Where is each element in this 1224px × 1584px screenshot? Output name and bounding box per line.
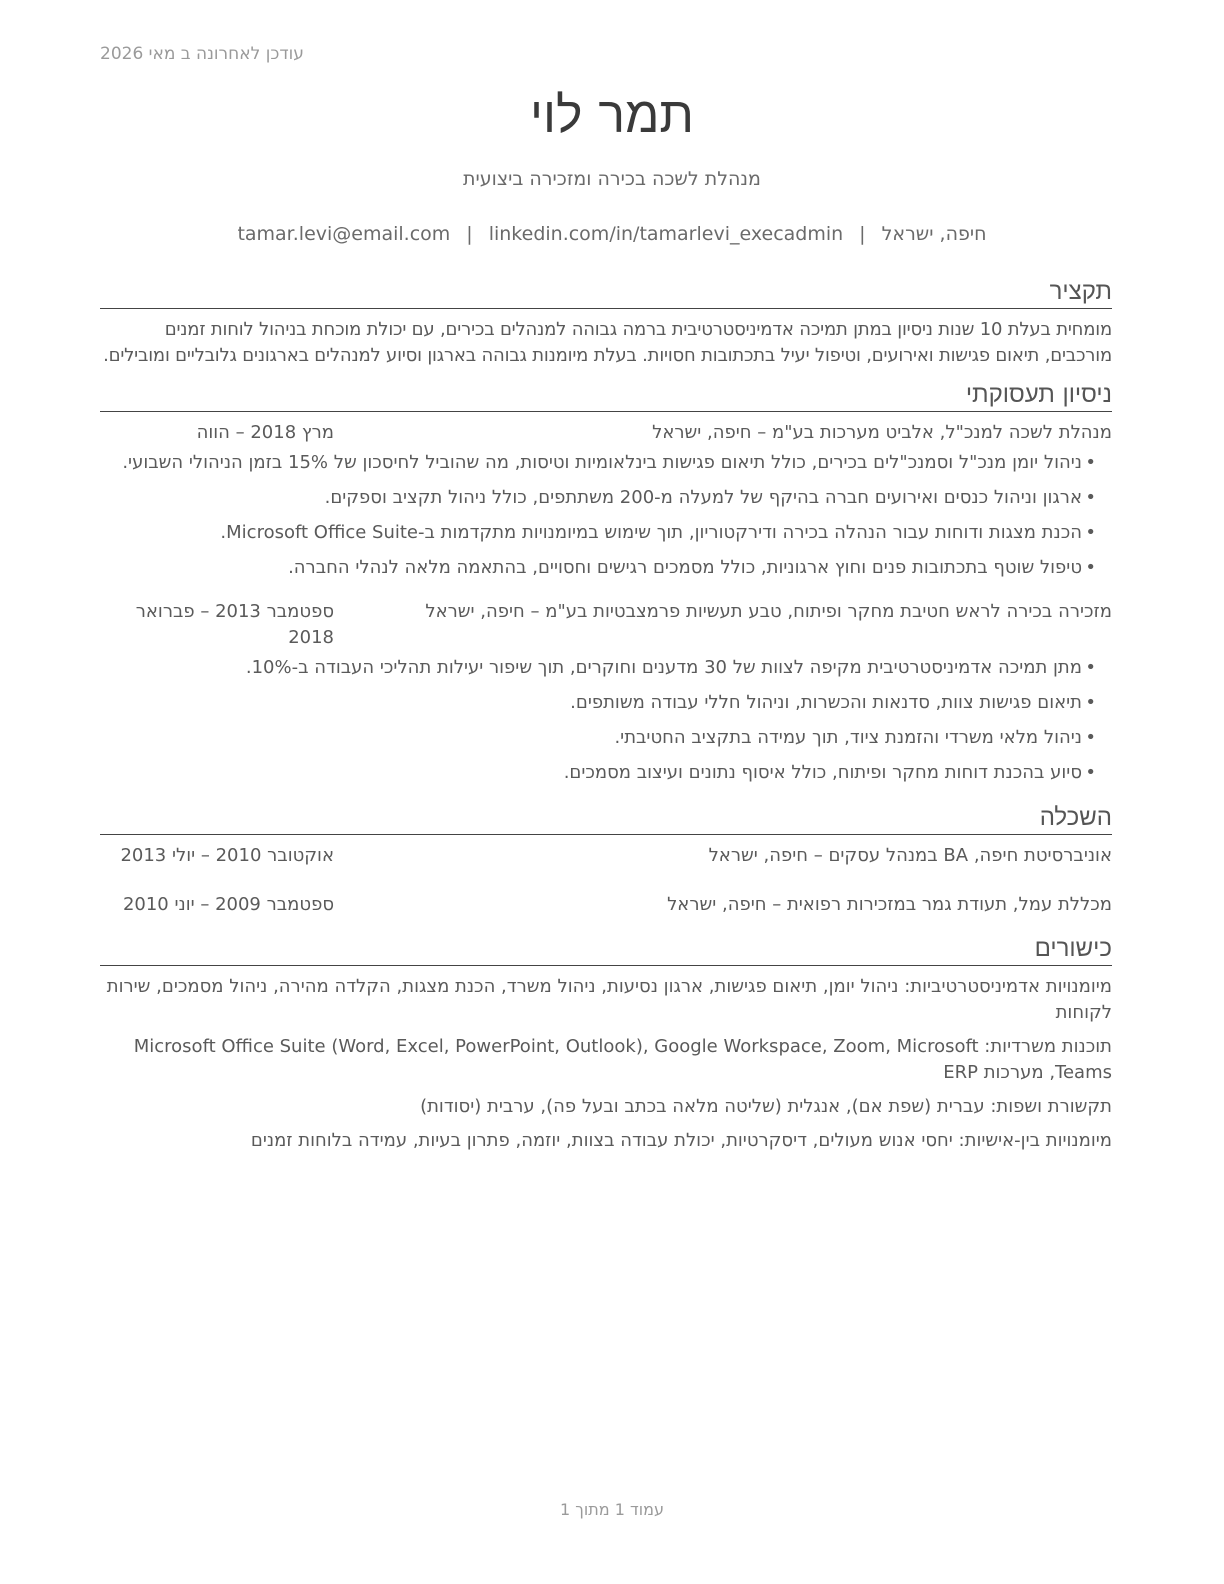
- summary-text: מומחית בעלת 10 שנות ניסיון במתן תמיכה אדמיניסטרטיבית ברמה גבוהה למנהלים בכירים, עם יכולת מוכחת בניהול לוחות זמנים מורכבים, תיאום פגישות ואירועים, וטיפול יעיל בתכתובות חסויות. בעלת מיומנות גבוהה בארגון וסיוע למנהלים בארגונים גלובליים ומובילים.: [103, 319, 1112, 366]
- list-item: • ניהול מלאי משרדי והזמנת ציוד, תוך עמידה בתקציב החטיבתי.: [100, 725, 1096, 751]
- page-title: תמר לוי: [530, 86, 694, 144]
- skills-heading: כישורים: [100, 931, 1112, 966]
- job-entry: [100, 599, 1112, 786]
- job-title: מנהלת לשכה בכירה ומזכירה ביצועית: [463, 168, 761, 190]
- list-item: • תיאום פגישות צוות, סדנאות והכשרות, וניהול חללי עבודה משותפים.: [100, 690, 1096, 716]
- education-date: ספטמבר 2009 – יוני 2010: [122, 894, 334, 915]
- email-link[interactable]: tamar.levi@email.com: [237, 223, 451, 245]
- contact-line: [0, 223, 1224, 245]
- education-text: מכללת עמל, תעודת גמר במזכירות רפואית – חיפה, ישראל: [667, 894, 1112, 915]
- list-item: • ארגון וניהול כנסים ואירועים חברה בהיקף של למעלה מ-200 משתתפים, כולל ניהול תקציב וספקים.: [100, 485, 1096, 511]
- job-header: [100, 599, 1112, 651]
- experience-heading: ניסיון תעסוקתי: [100, 377, 1112, 412]
- education-text: אוניברסיטת חיפה, BA במנהל עסקים – חיפה, ישראל: [708, 845, 1112, 866]
- skill-item: תקשורת ושפות: עברית (שפת אם), אנגלית (שליטה מלאה בכתב ובעל פה), ערבית (יסודות): [420, 1096, 1112, 1117]
- job-bullets: [100, 655, 1112, 786]
- separator: |: [859, 223, 866, 245]
- location: חיפה, ישראל: [881, 223, 987, 245]
- job-role: מנהלת לשכה למנכ"ל, אלביט מערכות בע"מ – חיפה, ישראל: [652, 422, 1112, 443]
- skill-item: מיומנויות בין-אישיות: יחסי אנוש מעולים, דיסקרטיות, יכולת עבודה בצוות, יוזמה, פתרון בעיות, עמידה בלוחות זמנים: [250, 1130, 1112, 1151]
- page-number: עמוד 1 מתוך 1: [560, 1500, 664, 1519]
- job-header: [100, 420, 1112, 446]
- skill-item: מיומנויות אדמיניסטרטיביות: ניהול יומן, תיאום פגישות, ארגון נסיעות, ניהול משרד, הכנת מצגות, הקלדה מהירה, ניהול מסמכים, שירות לקוחות: [106, 976, 1112, 1023]
- linkedin-link[interactable]: linkedin.com/in/tamarlevi_execadmin: [488, 223, 844, 245]
- resume-content: [100, 274, 1112, 1162]
- job-date: מרץ 2018 – הווה: [196, 422, 334, 443]
- list-item: • סיוע בהכנת דוחות מחקר ופיתוח, כולל איסוף נתונים ועיצוב מסמכים.: [100, 760, 1096, 786]
- separator: |: [466, 223, 473, 245]
- list-item: • טיפול שוטף בתכתובות פנים וחוץ ארגוניות, כולל מסמכים רגישים וחסויים, בהתאמה מלאה לנהלי החברה.: [100, 555, 1096, 581]
- list-item: • ניהול יומן מנכ"ל וסמנכ"לים בכירים, כולל תיאום פגישות בינלאומיות וטיסות, מה שהוביל לחיסכון של 15% בזמן הניהולי השבועי.: [100, 450, 1096, 476]
- job-entry: [100, 420, 1112, 581]
- list-item: • מתן תמיכה אדמיניסטרטיבית מקיפה לצוות של 30 מדענים וחוקרים, תוך שיפור יעילות תהליכי העבודה ב-10%.: [100, 655, 1096, 681]
- education-date: אוקטובר 2010 – יולי 2013: [120, 845, 334, 866]
- skill-item: תוכנות משרדיות: Microsoft Office Suite (Word, Excel, PowerPoint, Outlook), Google Workspace, Zoom, Microsoft Teams, מערכות ERP: [133, 1036, 1112, 1083]
- education-heading: השכלה: [100, 800, 1112, 835]
- last-updated: עודכן לאחרונה ב מאי 2026: [100, 44, 304, 64]
- summary-heading: תקציר: [100, 274, 1112, 309]
- education-item: [100, 892, 1112, 918]
- list-item: • הכנת מצגות ודוחות עבור הנהלה בכירה ודירקטוריון, תוך שימוש במיומנויות מתקדמות ב-Microsoft Office Suite.: [100, 520, 1096, 546]
- education-item: [100, 843, 1112, 869]
- job-date: ספטמבר 2013 – פברואר 2018: [135, 601, 334, 648]
- job-bullets: [100, 450, 1112, 581]
- job-role: מזכירה בכירה לראש חטיבת מחקר ופיתוח, טבע תעשיות פרמצבטיות בע"מ – חיפה, ישראל: [425, 601, 1112, 622]
